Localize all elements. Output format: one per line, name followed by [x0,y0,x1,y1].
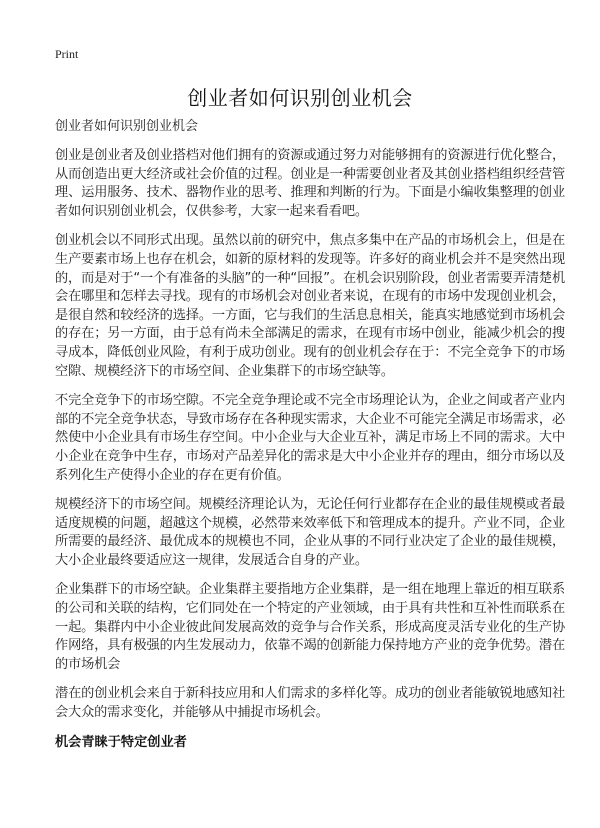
section-heading: 机会青睐于特定创业者 [55,734,187,750]
document-subtitle: 创业者如何识别创业机会 [55,119,199,134]
paragraph-intro: 创业是创业者及创业搭档对他们拥有的资源或通过努力对能够拥有的资源进行优化整合，从而创造出更大经济或社会价值的过程。创业是一种需要创业者及其创业搭档组织经营管理、运用服务、技术、器物作业的思考、推理和判断的行为。下面是小编收集整理的创业者如何识别创业机会，仅供参考，大家一起来看看吧。 [55,148,565,219]
print-label: Print [55,47,79,61]
paragraph-economies-of-scale: 规模经济下的市场空间。规模经济理论认为，无论任何行业都存在企业的最佳规模或者最适度规模的问题，超越这个规模，必然带来效率低下和管理成本的提升。产业不同，企业所需要的最经济、最优成本的规模也不同，企业从事的不同行业决定了企业的最佳规模，大小企业最终要适应这一规律，发展适合自身的产业。 [55,497,565,568]
document-title: 创业者如何识别创业机会 [187,86,413,110]
paragraph-enterprise-cluster: 企业集群下的市场空缺。企业集群主要指地方企业集群，是一组在地理上靠近的相互联系的公司和关联的结构，它们同处在一个特定的产业领域，由于具有共性和互补性而联系在一起。集群内中小企业彼此间发展高效的竞争与合作关系，形成高度灵活专业化的生产协作网络，具有极强的内生发展动力，依靠不竭的创新能力保持地方产业的竞争优势。潜在的市场机会 [55,582,565,672]
paragraph-imperfect-competition: 不完全竞争下的市场空隙。不完全竞争理论或不完全市场理论认为，企业之间或者产业内部的不完全竞争状态，导致市场存在各种现实需求，大企业不可能完全满足市场需求，必然使中小企业具有市场生存空间。中小企业与大企业互补，满足市场上不同的需求。大中小企业在竞争中生存，市场对产品差异化的需求是大中小企业并存的理由，细分市场以及系列化生产使得小企业的存在更有价值。 [55,393,565,483]
paragraph-opportunity-forms: 创业机会以不同形式出现。虽然以前的研究中，焦点多集中在产品的市场机会上，但是在生产要素市场上也存在机会，如新的原材料的发现等。许多好的商业机会并不是突然出现的，而是对于“一个有准备的头脑”的一种“回报”。在机会识别阶段，创业者需要弄清楚机会在哪里和怎样去寻找。现有的市场机会对创业者来说，在现有的市场中发现创业机会，是很自然和较经济的选择。一方面，它与我们的生活息息相关，能真实地感觉到市场机会的存在；另一方面，由于总有尚未全部满足的需求，在现有市场中创业，能减少机会的搜寻成本，降低创业风险，有利于成功创业。现有的创业机会存在于：不完全竞争下的市场空隙、规模经济下的市场空间、企业集群下的市场空缺等。 [55,233,565,379]
document-body [55,118,565,752]
paragraph-potential-opportunity: 潜在的创业机会来自于新科技应用和人们需求的多样化等。成功的创业者能敏锐地感知社会大众的需求变化，并能够从中捕捉市场机会。 [55,686,565,721]
